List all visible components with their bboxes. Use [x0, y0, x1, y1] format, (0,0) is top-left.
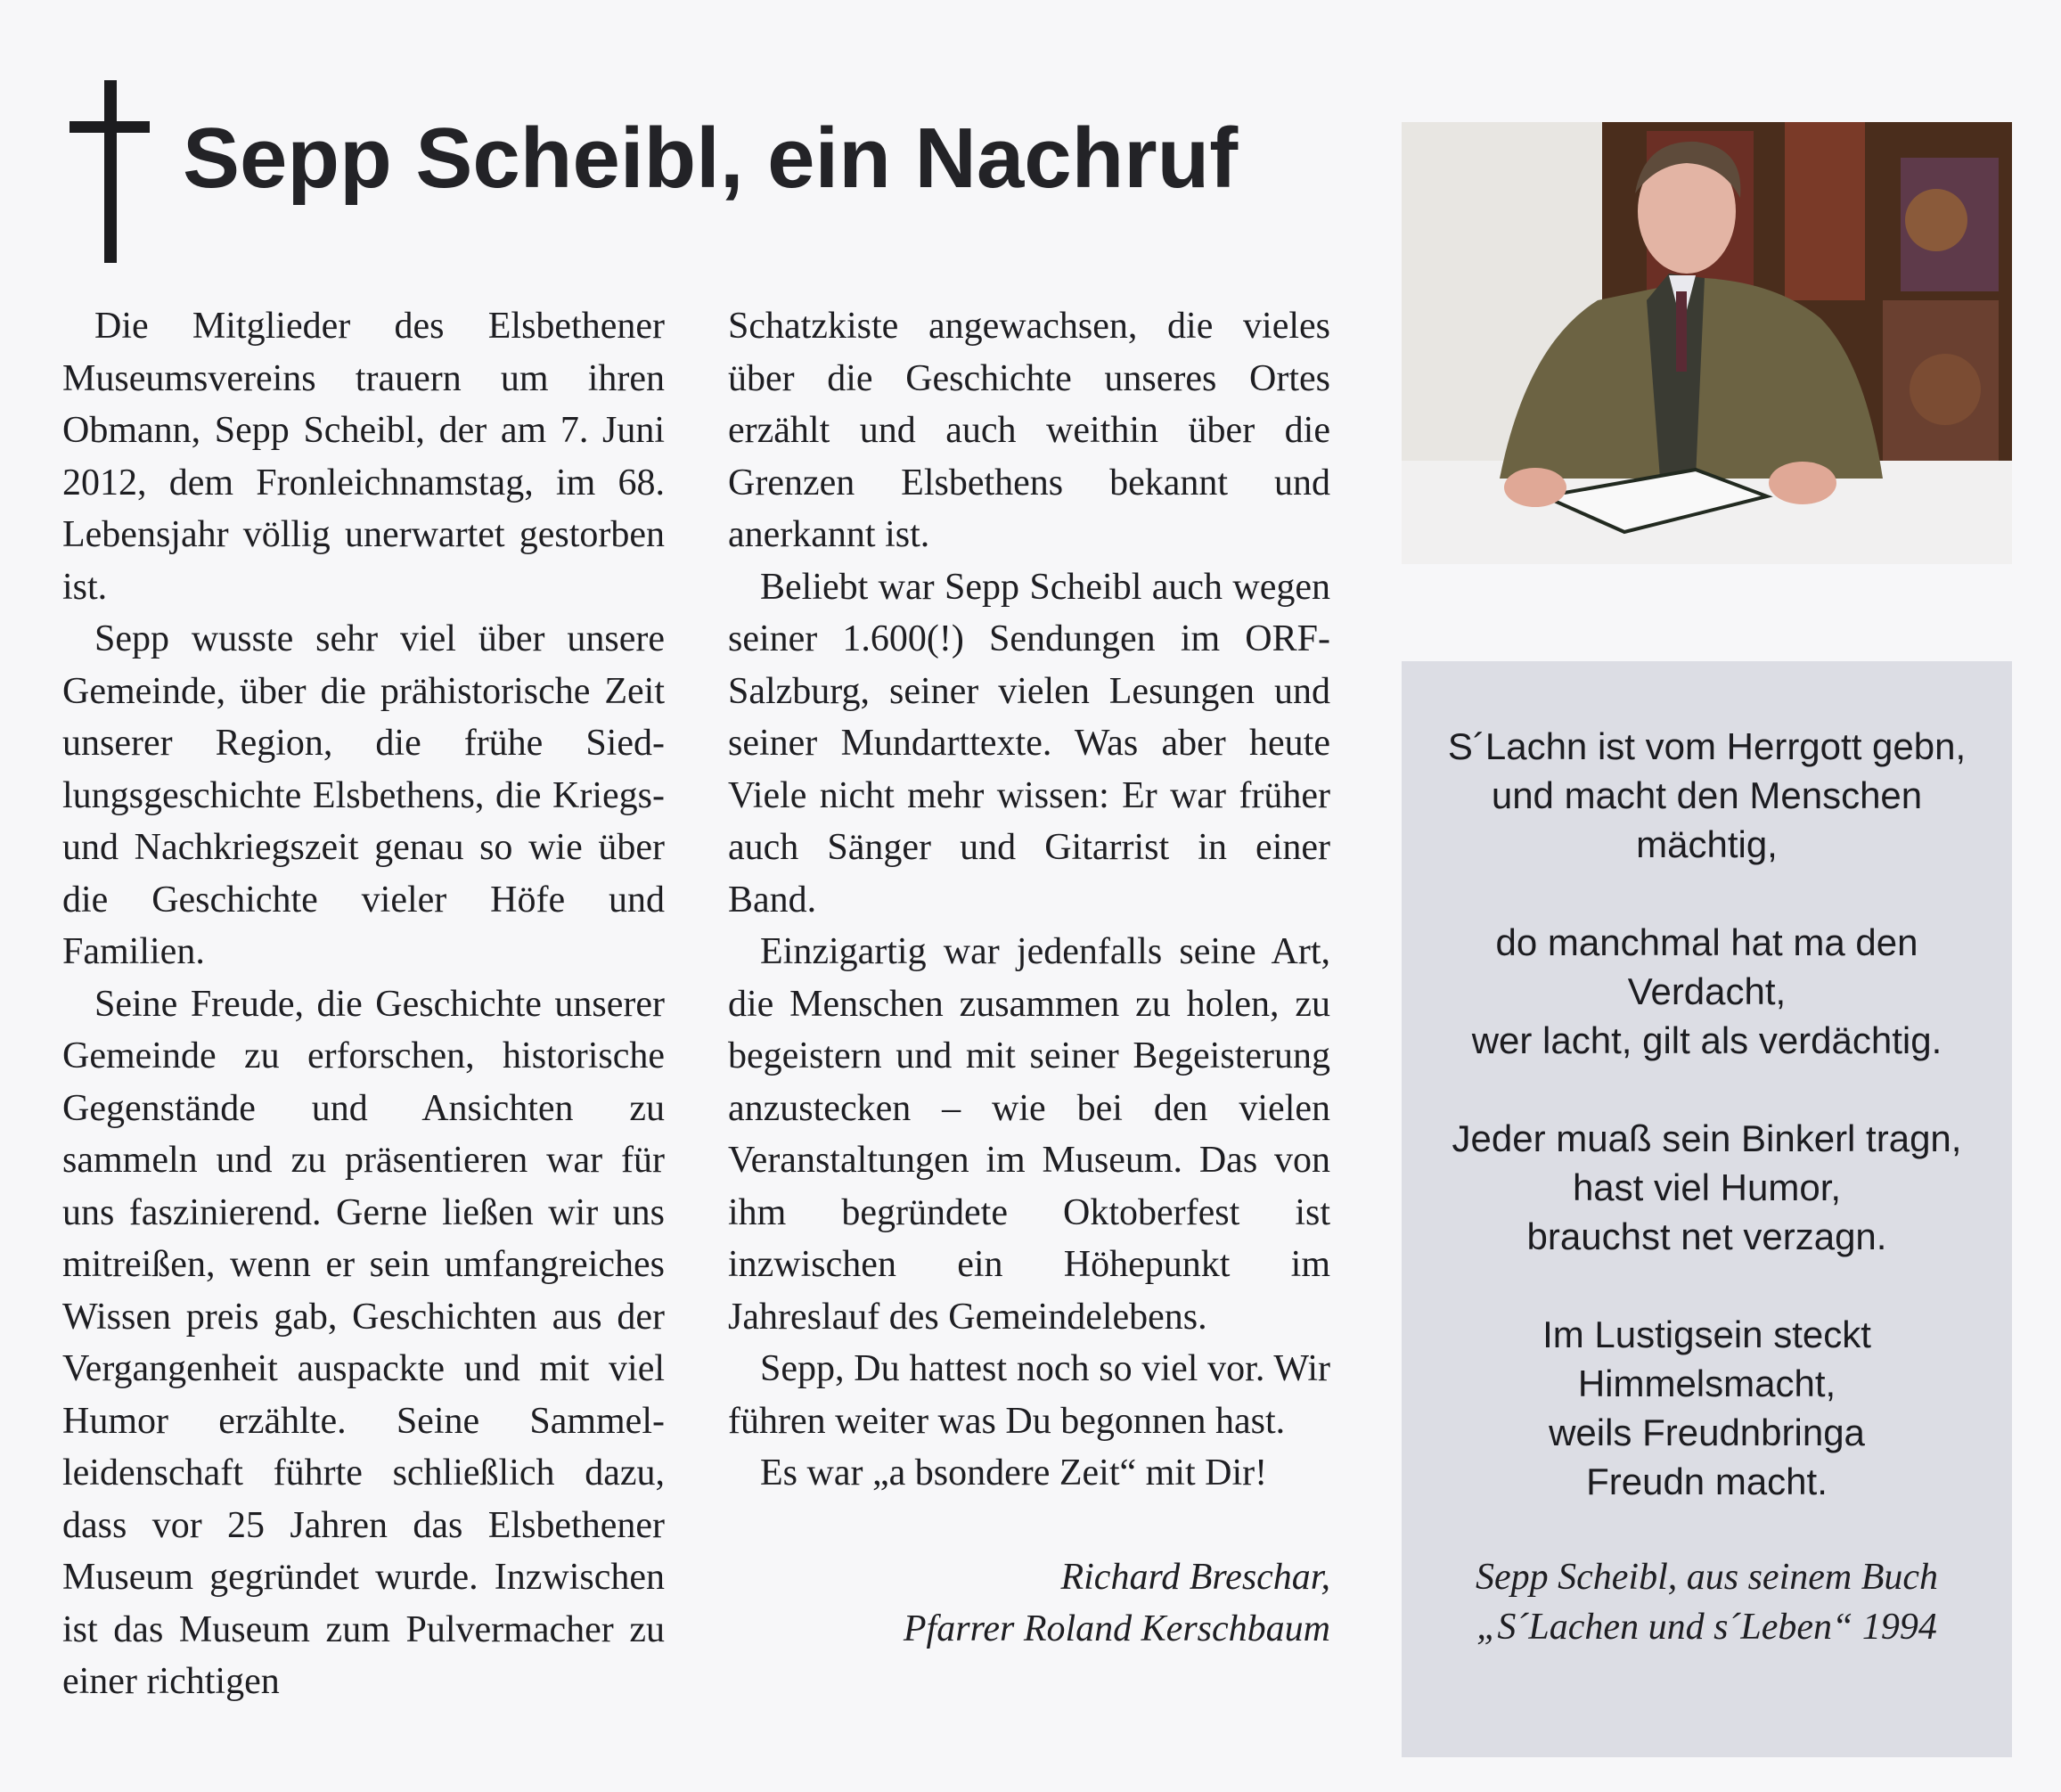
paragraph: Einzigartig war jedenfalls seine Art, die Menschen zusammen zu holen, zu begeistern und mit seiner Begeisterung anzustecken – wie bei den vielen Veranstaltungen im Museum. Das von ihm begründete Oktoberfest ist inzwischen ein Höhepunkt im Jahreslauf des Gemeindelebens. [728, 931, 1330, 1338]
article-title: Sepp Scheibl, ein Nachruf [183, 110, 1239, 206]
article-column-1 [62, 300, 665, 1708]
poem-line: Freudn macht. [1586, 1461, 1828, 1502]
signature-line: Richard Breschar, [1060, 1556, 1330, 1598]
quote-attribution [1402, 1552, 2012, 1652]
poem-line: und macht den Menschen [1491, 774, 1923, 816]
poem-line: Himmelsmacht, [1577, 1362, 1836, 1404]
poem [1402, 722, 2012, 1555]
paragraph: Die Mitglieder des Elsbethener Museumsvereins trauern um ihren Obmann, Sepp Scheibl, der am 7. Juni 2012, dem Fronleichnamstag, im 68. Lebensjahr völlig unerwartet gestorben ist. [62, 306, 665, 608]
cross-icon [70, 80, 150, 263]
signature [728, 1551, 1330, 1656]
poem-line: wer lacht, gilt als verdächtig. [1471, 1019, 1942, 1061]
quote-box [1402, 661, 2012, 1757]
attribution-line: „S´Lachen und s´Leben“ 1994 [1476, 1607, 1937, 1648]
signature-line: Pfarrer Roland Kerschbaum [903, 1608, 1330, 1649]
poem-line: Jeder muaß sein Binkerl tragn, [1452, 1117, 1962, 1159]
poem-line: brauchst net verzagn. [1526, 1215, 1887, 1257]
poem-stanza [1402, 1114, 2012, 1261]
poem-line: mächtig, [1636, 823, 1778, 865]
poem-line: S´Lachn ist vom Herrgott gebn, [1447, 725, 1967, 767]
paragraph-continuation: Schatzkiste angewachsen, die vieles über die Geschichte unseres Ortes erzählt und auch weithin über die Grenzen Elsbethens bekannt und anerkannt ist. [728, 306, 1330, 555]
poem-stanza [1402, 722, 2012, 869]
portrait-photo [1402, 122, 2012, 564]
poem-line: weils Freudnbringa [1549, 1412, 1865, 1453]
paragraph: Seine Freude, die Geschichte unserer Gemeinde zu erforschen, historische Gegenstände und Ansichten zu sammeln und zu präsentieren war für uns faszinierend. Gerne ließen wir uns mitreißen, wenn er sein umfangreiches Wissen preis gab, Geschichten aus der Vergangenheit auspackte und mit viel Humor erzählte. Seine Sammelleidenschaft führte schließlich dazu, dass vor 25 Jahren das Elsbethener Museum gegründet wurde. Inzwischen ist das Museum zum Pulvermacher zu einer richtigen [62, 983, 665, 1702]
poem-stanza [1402, 1310, 2012, 1506]
paragraph: Beliebt war Sepp Scheibl auch wegen seiner 1.600(!) Sendungen im ORF-Salzburg, seiner vielen Lesungen und seiner Mundarttexte. Was aber heute Viele nicht mehr wissen: Er war früher auch Sänger und Gitarrist in einer Band. [728, 566, 1330, 921]
paragraph: Sepp, Du hattest noch so viel vor. Wir führen weiter was Du begonnen hast. [728, 1348, 1330, 1442]
poem-line: Im Lustigsein steckt [1542, 1313, 1871, 1355]
poem-line: do manchmal hat ma den [1495, 921, 1918, 963]
poem-line: hast viel Humor, [1572, 1166, 1842, 1208]
paragraph: Sepp wusste sehr viel über unsere Gemeinde, über die prähistorische Zeit unserer Region, die frühe Siedlungsgeschichte Elsbethens, die Kriegs- und Nachkriegszeit genau so wie über die Geschichte vieler Höfe und Familien. [62, 618, 665, 972]
attribution-line: Sepp Scheibl, aus seinem Buch [1475, 1557, 1939, 1598]
poem-stanza [1402, 918, 2012, 1065]
poem-line: Verdacht, [1627, 970, 1787, 1012]
article-column-2 [728, 300, 1330, 1656]
paragraph: Es war „a bsondere Zeit“ mit Dir! [760, 1452, 1268, 1493]
